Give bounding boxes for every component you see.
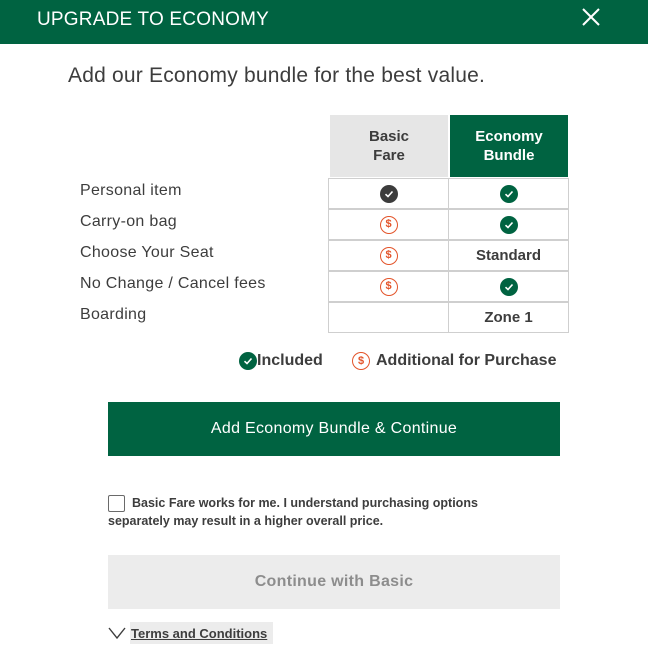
cell-basic-choose-seat [328, 240, 449, 271]
dollar-icon: $ [380, 216, 398, 234]
cell-basic-no-change-fees [328, 271, 449, 302]
check-icon [500, 278, 518, 296]
column-header-basic-line1: Basic [368, 128, 410, 145]
legend-additional-label: Additional for Purchase [376, 352, 557, 369]
cell-basic-carry-on-bag [328, 209, 449, 240]
column-header-basic-fare [330, 115, 448, 177]
column-header-economy-line2: Bundle [483, 147, 535, 164]
cell-economy-boarding: Zone 1 [448, 302, 569, 333]
continue-with-basic-button[interactable]: Continue with Basic [108, 555, 560, 609]
dollar-icon: $ [380, 247, 398, 265]
add-economy-bundle-button[interactable]: Add Economy Bundle & Continue [108, 402, 560, 456]
feature-label-carry-on-bag: Carry-on bag [80, 213, 177, 230]
modal-title: UPGRADE TO ECONOMY [37, 9, 269, 30]
cell-economy-choose-seat: Standard [448, 240, 569, 271]
check-icon [380, 185, 398, 203]
feature-label-boarding: Boarding [80, 306, 147, 323]
basic-fare-checkbox-label: Basic Fare works for me. I understand purchasing options separately may result in a higher overall price. [108, 496, 478, 528]
feature-label-choose-seat: Choose Your Seat [80, 244, 214, 261]
legend-included [239, 352, 323, 370]
check-icon [500, 185, 518, 203]
cell-basic-personal-item [328, 178, 449, 209]
cell-basic-boarding [328, 302, 449, 333]
legend-included-label: Included [257, 352, 323, 369]
column-header-economy-line1: Economy [475, 128, 543, 145]
column-header-economy-bundle [450, 115, 568, 177]
dollar-icon: $ [380, 278, 398, 296]
dollar-icon: $ [352, 352, 370, 370]
page-subtitle: Add our Economy bundle for the best value. [68, 64, 485, 87]
comparison-grid [328, 178, 569, 334]
terms-and-conditions-link[interactable]: Terms and Conditions [130, 622, 273, 644]
cell-economy-no-change-fees [448, 271, 569, 302]
close-icon [578, 4, 604, 30]
check-icon [239, 352, 257, 370]
chevron-down-icon [108, 626, 126, 640]
check-icon [500, 216, 518, 234]
feature-label-no-change-fees: No Change / Cancel fees [80, 275, 266, 292]
cell-economy-carry-on-bag [448, 209, 569, 240]
modal-header [0, 0, 648, 44]
close-button[interactable] [578, 4, 604, 30]
column-header-basic-line2: Fare [373, 147, 405, 164]
terms-toggle[interactable] [108, 620, 273, 645]
legend-additional [352, 352, 556, 370]
feature-label-personal-item: Personal item [80, 182, 182, 199]
cell-economy-personal-item [448, 178, 569, 209]
